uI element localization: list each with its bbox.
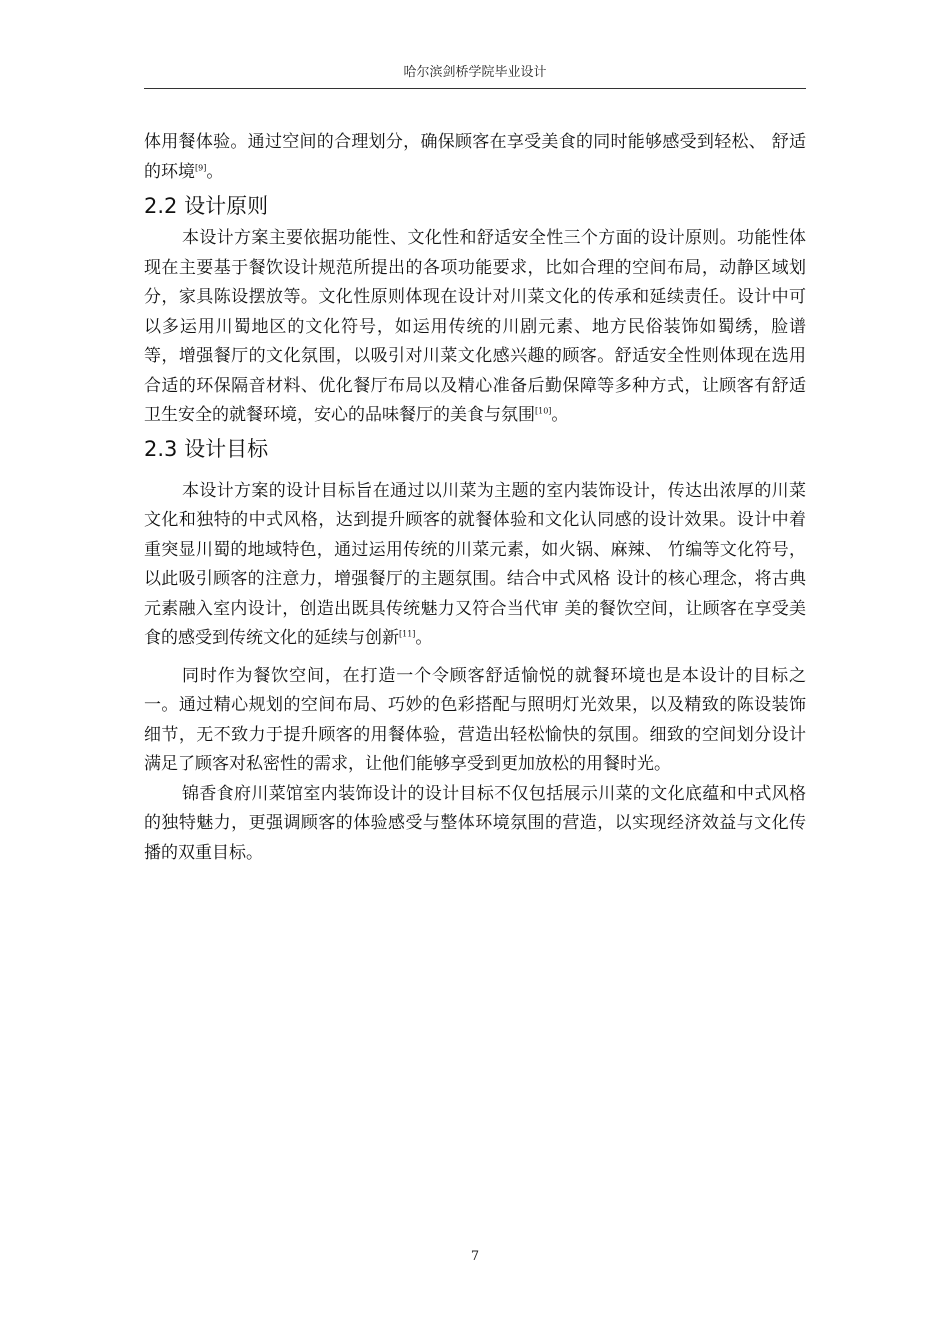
- section-2-2-text: 本设计方案主要依据功能性、文化性和舒适安全性三个方面的设计原则。功能性体现在主要基于餐饮设计规范所提出的各项功能要求，比如合理的空间布局，动静区域划分，家具陈设摆放等。文化性原则体现在设计对川菜文化的传承和延续责任。设计中可以多运用川蜀地区的文化符号，如运用传统的川剧元素、地方民俗装饰如蜀绣，脸谱等，增强餐厅的文化氛围，以吸引对川菜文化感兴趣的顾客。舒适安全性则体现在选用合适的环保隔音材料、优化餐厅布局以及精心准备后勤保障等多种方式，让顾客有舒适卫生安全的就餐环境，安心的品味餐厅的美食与氛围: [144, 228, 806, 425]
- section-2-2-paragraph: [144, 224, 806, 431]
- intro-end: 。: [206, 161, 224, 182]
- section-2-3-p1-text: 本设计方案的设计目标旨在通过以川菜为主题的室内装饰设计，传达出浓厚的川菜文化和独特的中式风格，达到提升顾客的就餐体验和文化认同感的设计效果。设计中着重突显川蜀的地域特色，通过运用传统的川菜元素，如火锅、麻辣、 竹编等文化符号，以此吸引顾客的注意力，增强餐厅的主题氛围。结合中式风格 设计的核心理念，将古典元素融入室内设计，创造出既具传统魅力又符合当代审 美的餐饮空间，让顾客在享受美食的感受到传统文化的延续与创新: [144, 480, 806, 648]
- header-rule: [144, 88, 806, 89]
- citation-10: [10]: [535, 406, 552, 416]
- section-2-3-heading: 2.3 设计目标: [144, 436, 269, 461]
- paragraph-spacer: [144, 654, 806, 662]
- section-2-3-p1-end: 。: [415, 628, 433, 648]
- page-number: 7: [470, 1249, 480, 1264]
- section-2-3-paragraph-2: 同时作为餐饮空间，在打造一个令顾客舒适愉悦的就餐环境也是本设计的目标之一。通过精心规划的空间布局、巧妙的色彩搭配与照明灯光效果，以及精致的陈设装饰细节，无不致力于提升顾客的用餐体验，营造出轻松愉快的氛围。细致的空间划分设计满足了顾客对私密性的需求，让他们能够享受到更加放松的用餐时光。: [144, 665, 806, 774]
- section-2-2-end: 。: [551, 405, 569, 425]
- section-2-3-paragraph-3: 锦香食府川菜馆室内装饰设计的设计目标不仅包括展示川菜的文化底蕴和中式风格的独特魅力，更强调顾客的体验感受与整体环境氛围的营造，以实现经济效益与文化传播的双重目标。: [144, 783, 806, 863]
- intro-text: 体用餐体验。通过空间的合理划分，确保顾客在享受美食的同时能够感受到轻松、 舒适的环境: [144, 132, 806, 182]
- citation-9: [9]: [195, 162, 207, 172]
- section-2-3-paragraph-1: [144, 477, 806, 654]
- page-header: 哈尔滨剑桥学院毕业设计: [403, 65, 547, 80]
- citation-11: [11]: [399, 629, 416, 639]
- intro-paragraph: [144, 128, 806, 187]
- section-2-2-heading: 2.2 设计原则: [144, 194, 269, 218]
- page-body: [144, 128, 806, 868]
